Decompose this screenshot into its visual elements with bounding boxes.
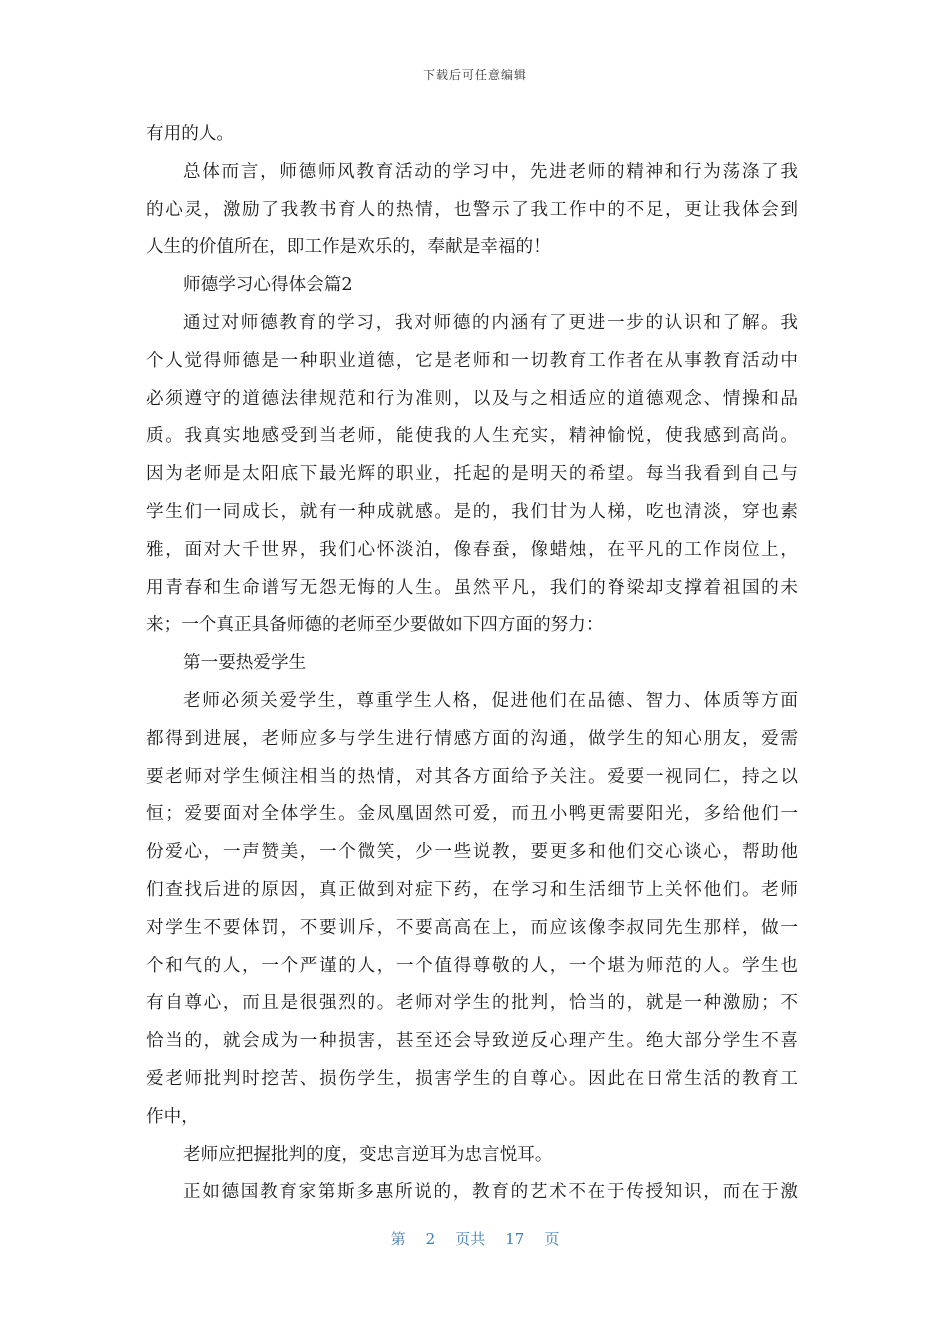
- text-line: 的心灵，激励了我教书育人的热情，也警示了我工作中的不足，更让我体会到: [146, 199, 798, 220]
- text-line: 要老师对学生倾注相当的热情，对其各方面给予关注。爱要一视同仁，持之以: [146, 766, 798, 787]
- text-line: 老师应把握批判的度，变忠言逆耳为忠言悦耳。: [183, 1144, 553, 1165]
- document-body: [146, 116, 798, 1212]
- text-line: 通过对师德教育的学习，我对师德的内涵有了更进一步的认识和了解。我: [183, 312, 798, 333]
- text-line: 们查找后进的原因，真正做到对症下药，在学习和生活细节上关怀他们。老师: [146, 879, 798, 900]
- text-line: 学生们一同成长，就有一种成就感。是的，我们甘为人梯，吃也清淡，穿也素: [146, 501, 798, 522]
- text-line: 必须遵守的道德法律规范和行为准则，以及与之相适应的道德观念、情操和品: [146, 388, 798, 409]
- footer-page-label: 第: [390, 1230, 406, 1248]
- text-line: 雅，面对大千世界，我们心怀淡泊，像春蚕，像蜡烛，在平凡的工作岗位上，: [146, 539, 798, 560]
- text-line: 作中，: [146, 1106, 199, 1127]
- text-line: 师德学习心得体会篇2: [183, 275, 353, 296]
- text-line: 因为老师是太阳底下最光辉的职业，托起的是明天的希望。每当我看到自己与: [146, 464, 798, 485]
- text-line: 正如德国教育家第斯多惠所说的，教育的艺术不在于传授知识，而在于激: [183, 1182, 798, 1203]
- text-line: 恰当的，就会成为一种损害，甚至还会导致逆反心理产生。绝大部分学生不喜: [146, 1031, 798, 1052]
- text-line: 有自尊心，而且是很强烈的。老师对学生的批判，恰当的，就是一种激励；不: [146, 993, 798, 1014]
- page-header-note: 下载后可任意编辑: [422, 68, 527, 82]
- text-line: 爱老师批判时挖苦、损伤学生，损害学生的自尊心。因此在日常生活的教育工: [146, 1068, 798, 1089]
- page-footer: [0, 1228, 950, 1249]
- text-line: 有用的人。: [146, 124, 234, 144]
- footer-page-end-label: 页: [544, 1230, 560, 1248]
- text-line: 总体而言，师德师风教育活动的学习中，先进老师的精神和行为荡涤了我: [183, 161, 798, 182]
- text-line: 第一要热爱学生: [183, 653, 307, 674]
- footer-total-pages: 17: [505, 1230, 525, 1248]
- text-line: 质。我真实地感受到当老师，能使我的人生充实，精神愉悦，使我感到高尚。: [146, 426, 798, 447]
- text-line: 个人觉得师德是一种职业道德，它是老师和一切教育工作者在从事教育活动中: [146, 350, 798, 371]
- footer-page-of-label: 页共: [455, 1230, 486, 1248]
- footer-current-page: 2: [425, 1230, 436, 1248]
- text-line: 恒；爱要面对全体学生。金凤凰固然可爱，而丑小鸭更需要阳光，多给他们一: [146, 804, 798, 825]
- text-line: 用青春和生命谱写无怨无悔的人生。虽然平凡，我们的脊梁却支撑着祖国的未: [146, 577, 798, 598]
- text-line: 份爱心，一声赞美，一个微笑，少一些说教，要更多和他们交心谈心，帮助他: [146, 842, 798, 863]
- text-line: 人生的价值所在，即工作是欢乐的，奉献是幸福的！: [146, 237, 551, 258]
- text-line: 对学生不要体罚，不要训斥，不要高高在上，而应该像李叔同先生那样，做一: [146, 917, 798, 938]
- text-line: 都得到进展，老师应多与学生进行情感方面的沟通，做学生的知心朋友，爱需: [146, 728, 798, 749]
- text-line: 来；一个真正具备师德的老师至少要做如下四方面的努力：: [146, 615, 604, 636]
- text-line: 老师必须关爱学生，尊重学生人格，促进他们在品德、智力、体质等方面: [183, 690, 798, 711]
- text-line: 个和气的人，一个严谨的人，一个值得尊敬的人，一个堪为师范的人。学生也: [146, 955, 798, 976]
